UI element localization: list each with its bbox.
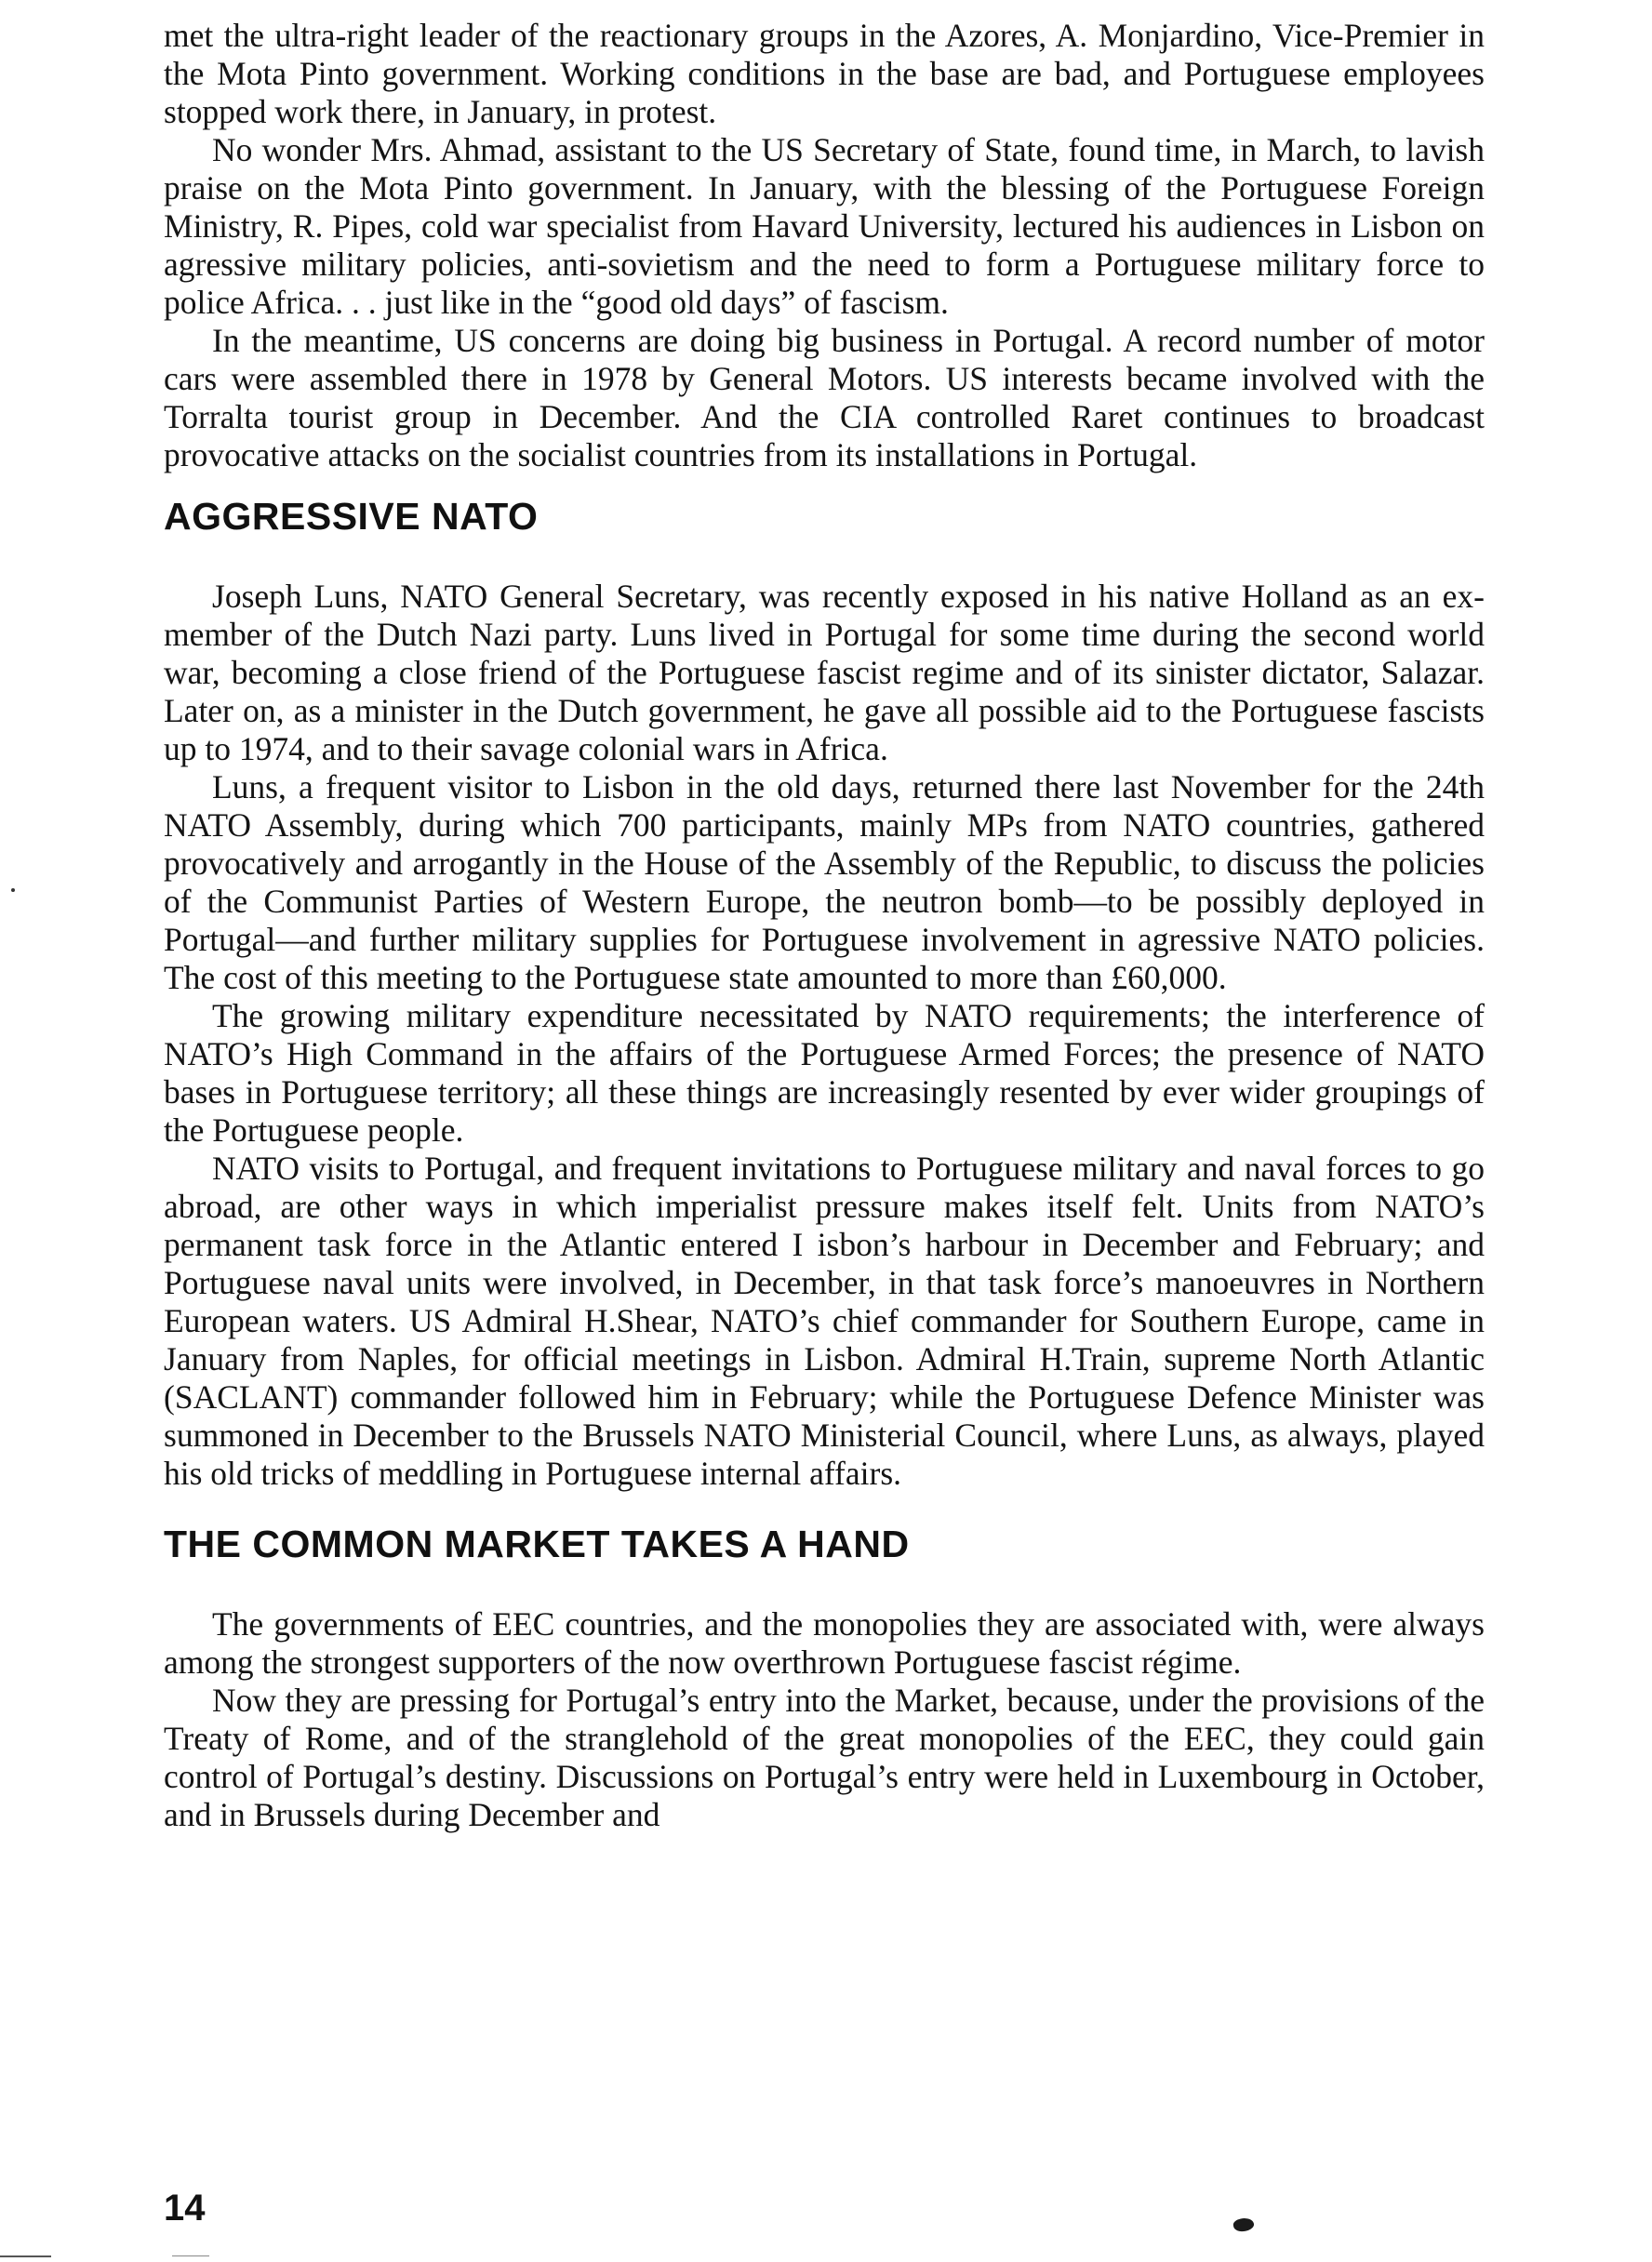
nato-paragraph-2: Luns, a frequent visitor to Lisbon in the old days, returned there last November for the 24th NATO Assembly, during which 700 participants, mainly MPs from NATO countries, gathered provocatively and arrogantly in the House of the Assembly of the Republic, to discuss the policies of the Communist Parties of Western Europe, the neutron bomb—to be possibly deployed in Portugal—and further military supplies for Portuguese involvement in agressive NATO policies. The cost of this meeting to the Portuguese state amounted to more than £60,000. [164,768,1485,996]
page-content [164,17,1485,1834]
nato-paragraph-3: The growing military expenditure necessitated by NATO requirements; the interference of NATO’s High Command in the affairs of the Portuguese Armed Forces; the presence of NATO bases in Portuguese territory; all these things are increasingly resented by ever wider groupings of the Portuguese people. [164,997,1485,1149]
margin-dot-mark [11,888,15,892]
section-heading-nato: AGGRESSIVE NATO [164,495,539,538]
scan-edge-line-2 [172,2255,209,2256]
eec-paragraph-2: Now they are pressing for Portugal’s entry into the Market, because, under the provisions of the Treaty of Rome, and of the stranglehold of the great monopolies of the EEC, they could gain control of Portugal’s destiny. Discussions on Portugal’s entry were held in Luxembourg in October, and in Brussels during December and [164,1682,1485,1833]
scan-edge-line [0,2255,51,2257]
intro-paragraph-2: No wonder Mrs. Ahmad, assistant to the US Secretary of State, found time, in March, to lavish praise on the Mota Pinto government. In January, with the blessing of the Portuguese Foreign Ministry, R. Pipes, cold war specialist from Havard University, lectured his audiences in Lisbon on agressive military policies, anti-sovietism and the need to form a Portuguese military force to police Africa. . . just like in the “good old days” of fascism. [164,131,1485,321]
section-heading-eec: THE COMMON MARKET TAKES A HAND [164,1523,910,1565]
page-number: 14 [164,2188,206,2229]
intro-paragraph-3: In the meantime, US concerns are doing big business in Portugal. A record number of motor cars were assembled there in 1978 by General Motors. US interests became involved with the Torralta tourist group in December. And the CIA controlled Raret continues to broadcast provocative attacks on the socialist countries from its installations in Portugal. [164,322,1485,473]
eec-paragraph-1: The governments of EEC countries, and the monopolies they are associated with, were always among the strongest supporters of the now overthrown Portuguese fascist régime. [164,1605,1485,1681]
nato-paragraph-1: Joseph Luns, NATO General Secretary, was recently exposed in his native Holland as an ex-member of the Dutch Nazi party. Luns lived in Portugal for some time during the second world war, becoming a close friend of the Portuguese fascist regime and of its sinister dictator, Salazar. Later on, as a minister in the Dutch government, he gave all possible aid to the Portuguese fascists up to 1974, and to their savage colonial wars in Africa. [164,578,1485,767]
intro-paragraph-1: met the ultra-right leader of the reactionary groups in the Azores, A. Monjardino, Vice-Premier in the Mota Pinto government. Working conditions in the base are bad, and Portuguese employees stopped work there, in January, in protest. [164,17,1485,130]
nato-paragraph-4: NATO visits to Portugal, and frequent invitations to Portuguese military and naval forces to go abroad, are other ways in which imperialist pressure makes itself felt. Units from NATO’s permanent task force in the Atlantic entered I isbon’s harbour in December and February; and Portuguese naval units were involved, in December, in that task force’s manoeuvres in Northern European waters. US Admiral H.Shear, NATO’s chief commander for Southern Europe, came in January from Naples, for official meetings in Lisbon. Admiral H.Train, supreme North Atlantic (SACLANT) commander followed him in February; while the Portuguese Defence Minister was summoned in December to the Brussels NATO Ministerial Council, where Luns, as always, played his old tricks of meddling in Portuguese internal affairs. [164,1150,1485,1492]
ink-speck-mark [1232,2216,1255,2233]
